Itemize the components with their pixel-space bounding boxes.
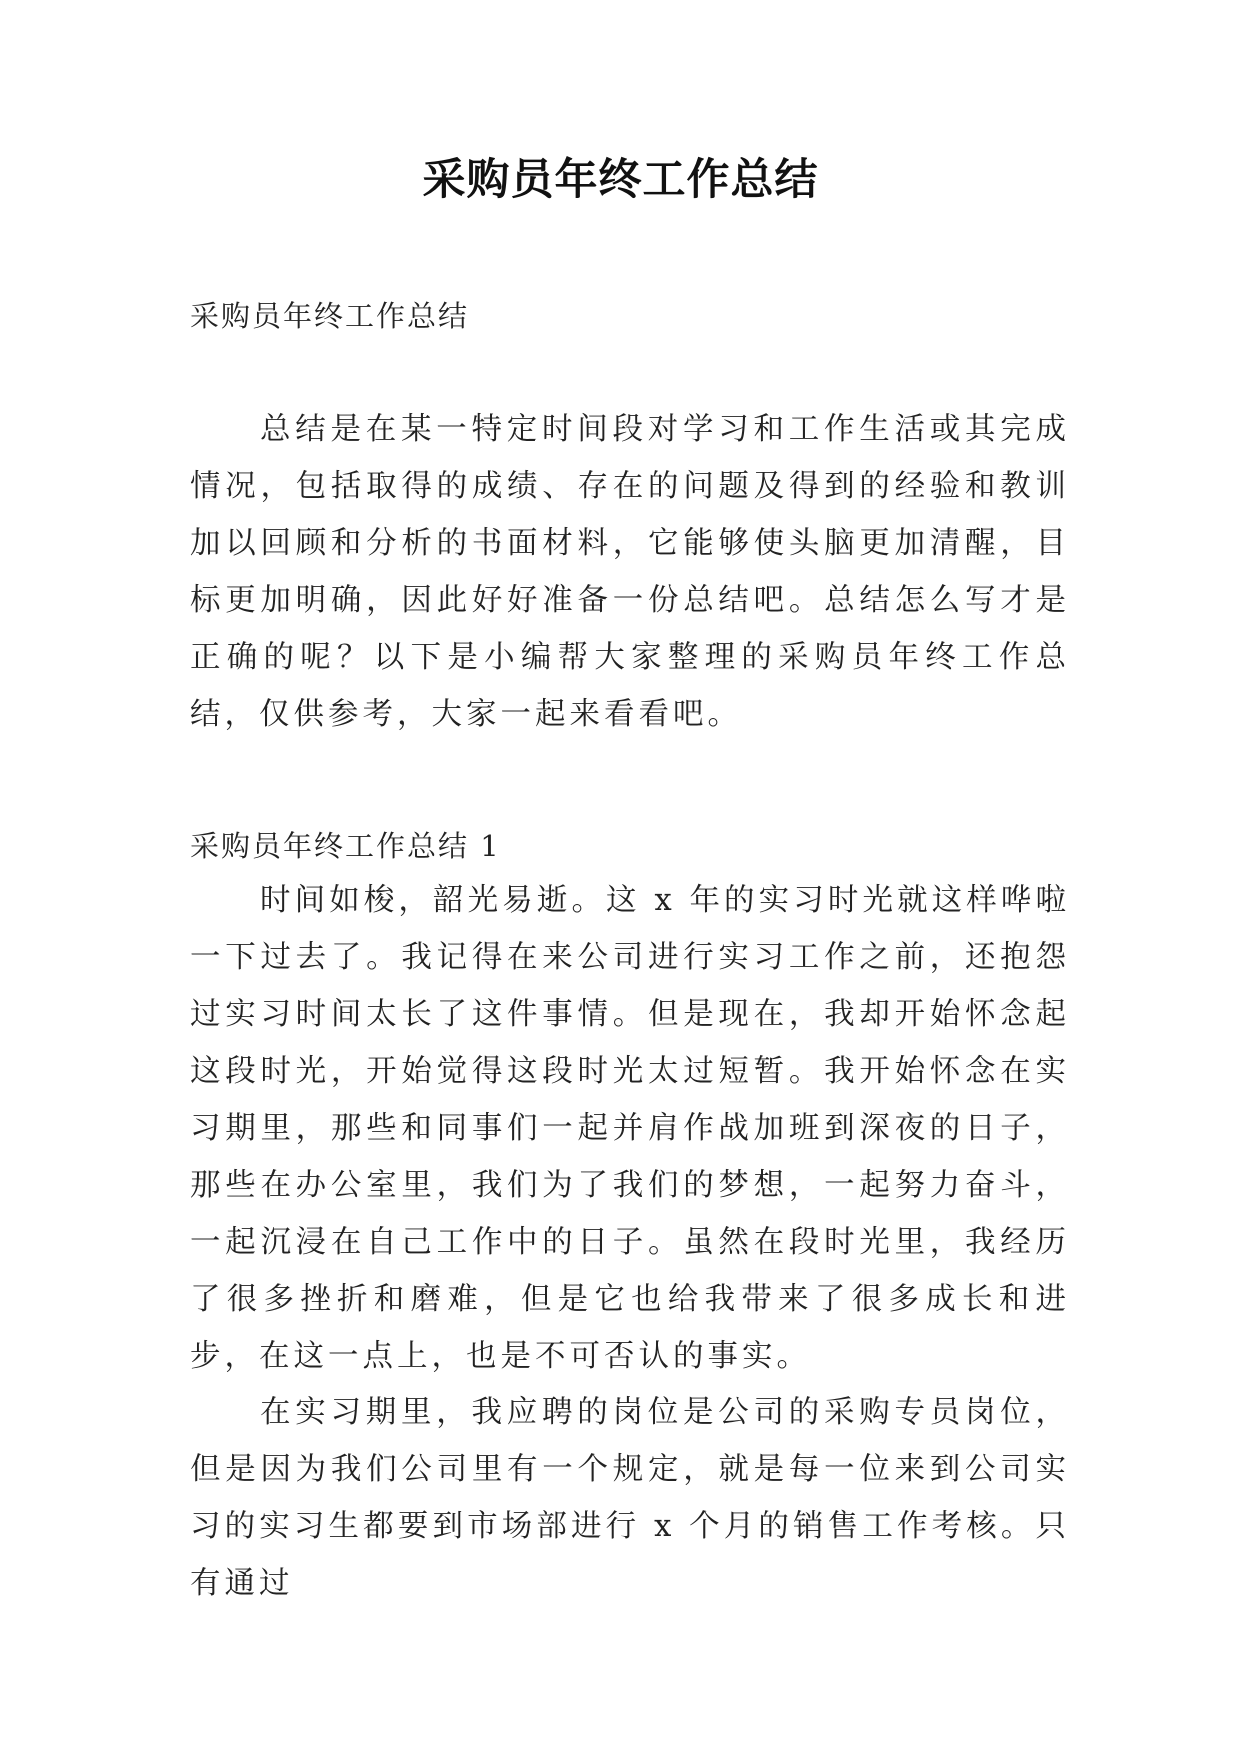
section-1-paragraph: 时间如梭，韶光易逝。这 x 年的实习时光就这样哗啦一下过去了。我记得在来公司进行实习工作之前，还抱怨过实习时间太长了这件事情。但是现在，我却开始怀念起这段时光，开始觉得这段时光太过短暂。我开始怀念在实习期里，那些和同事们一起并肩作战加班到深夜的日子，那些在办公室里，我们为了我们的梦想，一起努力奋斗，一起沉浸在自己工作中的日子。虽然在段时光里，我经历了很多挫折和磨难，但是它也给我带来了很多成长和进步，在这一点上，也是不可否认的事实。 <box>190 883 1070 1374</box>
document-subheading: 采购员年终工作总结 <box>190 299 470 333</box>
document-title: 采购员年终工作总结 <box>422 155 819 205</box>
intro-paragraph: 总结是在某一特定时间段对学习和工作生活或其完成情况，包括取得的成绩、存在的问题及得到的经验和教训加以回顾和分析的书面材料，它能够使头脑更加清醒，目标更加明确，因此好好准备一份总结吧。总结怎么写才是正确的呢？以下是小编帮大家整理的采购员年终工作总结，仅供参考，大家一起来看看吧。 <box>190 412 1070 732</box>
section-1-paragraph: 在实习期里，我应聘的岗位是公司的采购专员岗位，但是因为我们公司里有一个规定，就是每一位来到公司实习的实习生都要到市场部进行 x 个月的销售工作考核。只有通过 <box>190 1395 1070 1601</box>
section-1-heading: 采购员年终工作总结 1 <box>190 829 501 863</box>
